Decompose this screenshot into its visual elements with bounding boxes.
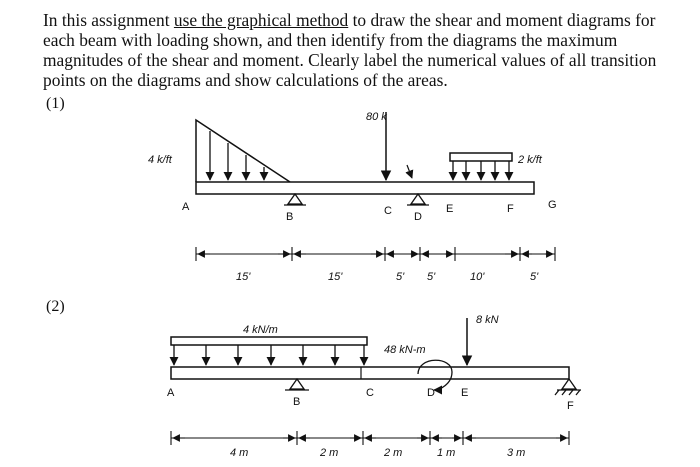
dim-2-3: 2 m: [384, 447, 403, 459]
beam-1: [196, 182, 534, 194]
point-g1: G: [548, 199, 557, 211]
dim-2-5: 3 m: [507, 447, 526, 459]
point-d2: D: [427, 387, 435, 399]
point-f1: F: [507, 203, 514, 215]
dim-2-2: 2 m: [320, 447, 339, 459]
moment-arc: [418, 360, 452, 390]
underlined-phrase: use the graphical method: [173, 10, 349, 30]
support-b2: [285, 379, 309, 390]
problem-2-diagram: [171, 318, 581, 445]
point-e1: E: [446, 203, 454, 215]
problem-2-number: (2): [46, 298, 65, 315]
uniform-load-2-block: [171, 337, 367, 345]
label-48knm: 48 kN-m: [384, 344, 426, 356]
point-e2: E: [461, 387, 469, 399]
label-4-kft: 4 k/ft: [148, 154, 172, 166]
support-b: [284, 194, 306, 205]
problem-1-diagram: [196, 112, 555, 261]
uniform-load-2-arrows: [174, 345, 364, 365]
point-b1: B: [286, 211, 294, 223]
instructions-line-2: each beam with loading shown, and then identify from the diagrams the maximum: [43, 30, 618, 50]
label-80k: 80 k: [366, 111, 387, 123]
support-f2: [555, 379, 581, 395]
point-c1: C: [384, 205, 392, 217]
uniform-load-block: [450, 153, 512, 161]
point-f2: F: [567, 400, 574, 412]
label-8kn: 8 kN: [476, 314, 499, 326]
dim-1-3: 5': [396, 271, 405, 283]
point-b2: B: [293, 396, 301, 408]
point-c2: C: [366, 387, 374, 399]
point-a2: A: [167, 387, 175, 399]
dim-1-2: 15': [328, 271, 343, 283]
instructions-line-1-start: In this assignment: [43, 10, 174, 30]
dimension-line-2: [171, 431, 569, 445]
dim-2-1: 4 m: [230, 447, 249, 459]
uniform-load-arrows: [453, 161, 509, 180]
dimension-line-1: [196, 247, 555, 261]
small-arrow: [407, 165, 412, 178]
instructions-line-3: magnitudes of the shear and moment. Clearly label the numerical values of all transition: [43, 50, 657, 70]
point-d1: D: [414, 211, 422, 223]
dim-1-6: 5': [530, 271, 539, 283]
point-a1: A: [182, 201, 190, 213]
dim-2-4: 1 m: [437, 447, 456, 459]
dim-1-4: 5': [427, 271, 436, 283]
beam-2: [171, 367, 569, 379]
instructions-line-1-end: to draw the shear and moment diagrams for: [348, 10, 656, 30]
dim-1-5: 10': [470, 271, 485, 283]
label-4-knm: 4 kN/m: [243, 324, 278, 336]
instructions-line-4: points on the diagrams and show calculations of the areas.: [43, 70, 448, 90]
triangular-load-arrows: [210, 131, 264, 180]
label-2-kft: 2 k/ft: [518, 154, 542, 166]
support-d: [407, 194, 429, 205]
dim-1-1: 15': [236, 271, 251, 283]
problem-1-number: (1): [46, 95, 65, 112]
